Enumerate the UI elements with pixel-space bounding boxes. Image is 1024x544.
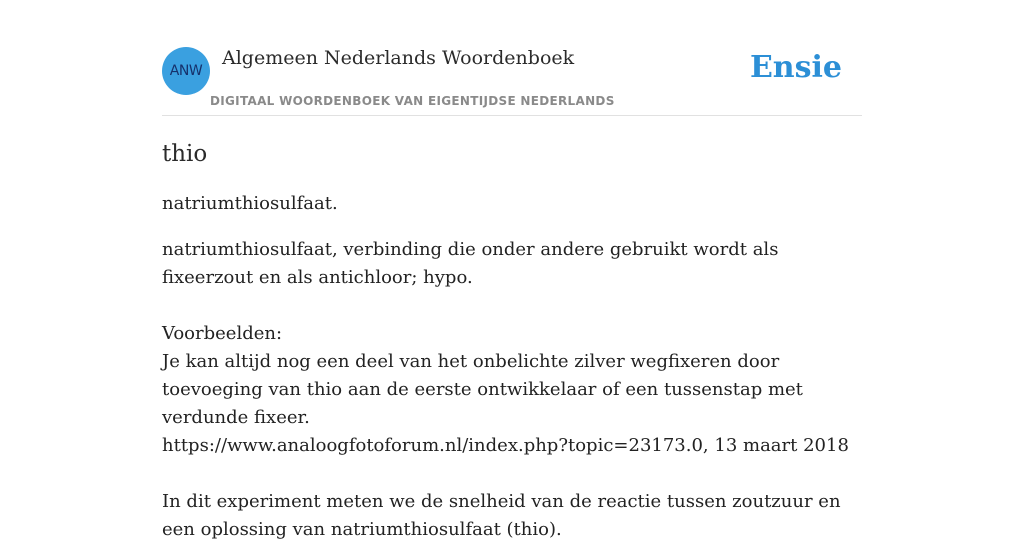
example-text: Je kan altijd nog een deel van het onbelichte zilver wegfixeren door toevoeging van thio aan de eerste ontwikkelaar of een tussenstap met verdunde fixeer. [162, 351, 803, 428]
example-item [162, 488, 862, 544]
entry-word: thio [162, 141, 208, 167]
anw-logo[interactable]: ANW [162, 47, 210, 95]
site-title[interactable]: Algemeen Nederlands Woordenboek [222, 47, 575, 69]
example-source: https://www.analoogfotoforum.nl/index.php?topic=23173.0, 13 maart 2018 [162, 435, 849, 456]
site-header [162, 40, 862, 116]
ensie-brand-link[interactable]: Ensie [749, 50, 842, 85]
examples-label: Voorbeelden: [162, 323, 283, 344]
site-subtitle: DIGITAAL WOORDENBOEK VAN EIGENTIJDSE NEDERLANDS [210, 94, 615, 108]
short-definition: natriumthiosulfaat. [162, 193, 338, 214]
entry-content [162, 136, 862, 544]
examples-section [162, 320, 862, 544]
example-item [162, 348, 862, 460]
example-text: In dit experiment meten we de snelheid van de reactie tussen zoutzuur en een oplossing van natriumthiosulfaat (thio). [162, 491, 841, 540]
long-definition: natriumthiosulfaat, verbinding die onder andere gebruikt wordt als fixeerzout en als antichloor; hypo. [162, 239, 779, 288]
